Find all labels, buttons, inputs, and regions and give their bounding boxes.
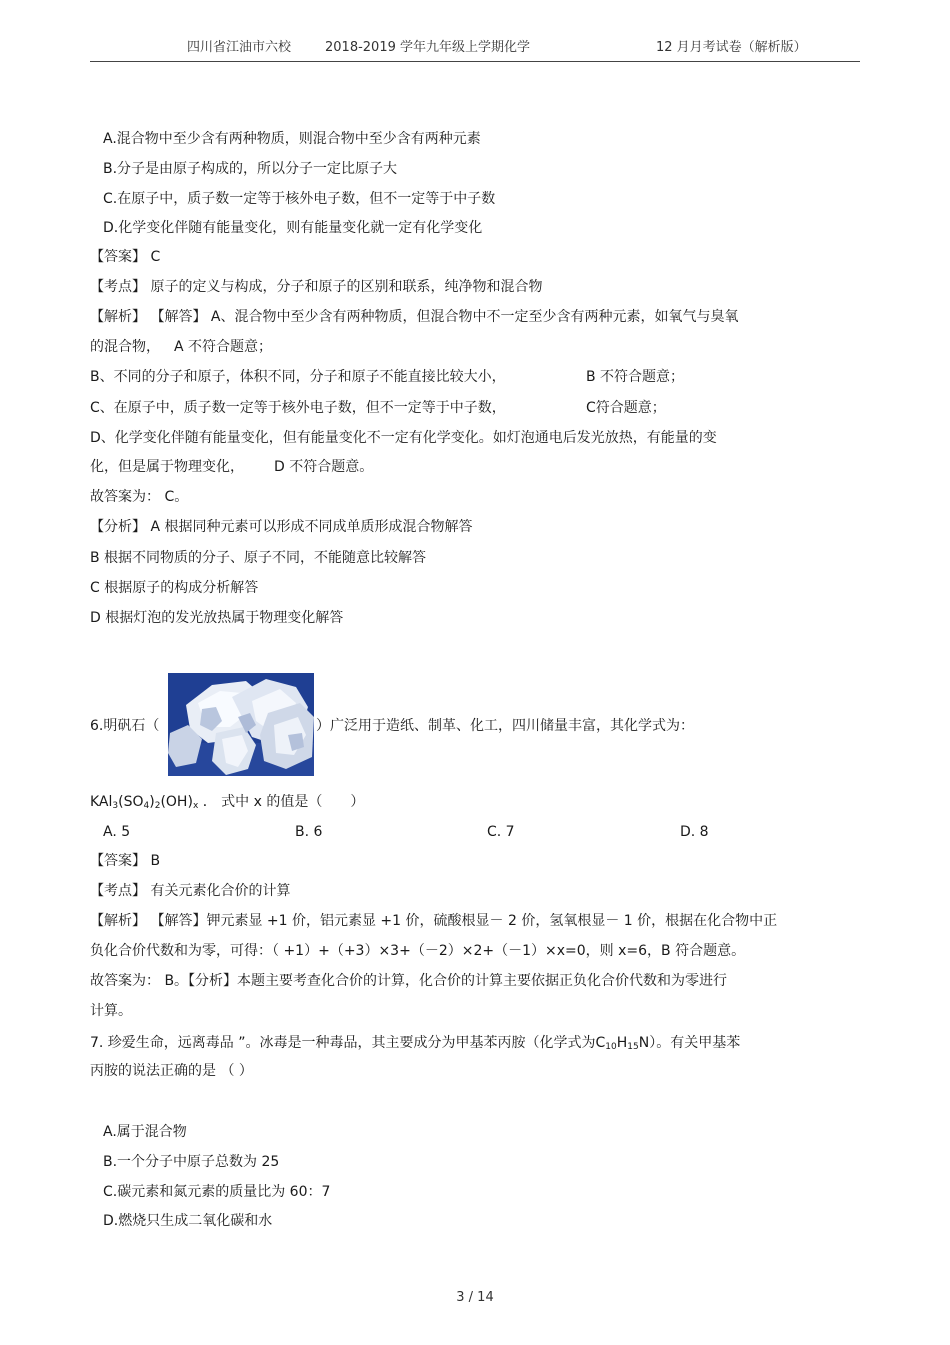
q5-jiexi-3a: B、不同的分子和原子，体积不同，分子和原子不能直接比较大小， bbox=[90, 369, 506, 385]
alunite-crystal-image bbox=[168, 673, 314, 776]
formula-oh: (OH) bbox=[160, 794, 193, 810]
q7-formula-sub-10: 10 bbox=[605, 1042, 617, 1052]
q7-option-d: D.燃烧只生成二氧化碳和水 bbox=[103, 1213, 273, 1229]
q6-formula bbox=[90, 793, 364, 815]
q7-option-b: B.一个分子中原子总数为 25 bbox=[103, 1154, 280, 1170]
formula-close: ) bbox=[149, 794, 155, 810]
q6-option-d: D. 8 bbox=[680, 824, 709, 840]
q5-kaodian: 【考点】 原子的定义与构成，分子和原子的区别和联系，纯净物和混合物 bbox=[90, 279, 543, 295]
formula-question: ． 式中 x 的值是（ ） bbox=[198, 794, 365, 810]
header-year-subject: 2018-2019 学年九年级上学期化学 bbox=[325, 40, 530, 55]
q6-jiexi-line-3: 故答案为： B。【分析】本题主要考查化合价的计算，化合价的计算主要依据正负化合价代数和为零进行 bbox=[90, 973, 728, 989]
q5-fenxi-c: C 根据原子的构成分析解答 bbox=[90, 580, 259, 596]
q5-jiexi-4a: C、在原子中，质子数一定等于核外电子数，但不一定等于中子数， bbox=[90, 400, 506, 416]
page-number: 3 / 14 bbox=[456, 1290, 494, 1305]
page-header bbox=[90, 36, 860, 62]
q5-jiexi-6b: D 不符合题意。 bbox=[274, 459, 374, 475]
q7-formula-h: H bbox=[616, 1035, 628, 1051]
q7-option-a: A.属于混合物 bbox=[103, 1124, 187, 1140]
formula-so: (SO bbox=[118, 794, 144, 810]
q6-option-b: B. 6 bbox=[295, 824, 323, 840]
q6-option-a: A. 5 bbox=[103, 824, 131, 840]
q6-jiexi-line-4: 计算。 bbox=[90, 1003, 132, 1019]
q7-formula-c: C bbox=[595, 1035, 606, 1051]
formula-sub-3: 3 bbox=[112, 801, 119, 811]
q6-answer: 【答案】 B bbox=[90, 853, 161, 869]
q6-jiexi-line-2: 负化合价代数和为零，可得：（ +1）+（+3）×3+（－2）×2+（－1）×x=0，则 x=6，B 符合题意。 bbox=[90, 943, 746, 959]
q7-formula-n: N）。有关甲基苯 bbox=[638, 1035, 741, 1051]
alunite-photo bbox=[168, 673, 314, 776]
q6-kaodian: 【考点】 有关元素化合价的计算 bbox=[90, 883, 291, 899]
header-school: 四川省江油市六校 bbox=[187, 40, 292, 55]
header-rule bbox=[90, 61, 860, 62]
q7-formula-sub-15: 15 bbox=[627, 1042, 639, 1052]
q7-option-c: C.碳元素和氮元素的质量比为 60：7 bbox=[103, 1184, 331, 1200]
q6-stem-prefix: 6.明矾石（ bbox=[90, 718, 160, 734]
q5-jiexi-4b: C符合题意； bbox=[586, 400, 666, 416]
q6-option-c: C. 7 bbox=[487, 824, 515, 840]
q5-jiexi-line-5: D、化学变化伴随有能量变化，但有能量变化不一定有化学变化。如灯泡通电后发光放热，有能量的变 bbox=[90, 430, 717, 446]
q5-jiexi-2a: 的混合物， bbox=[90, 339, 160, 355]
q7-stem-line-1 bbox=[90, 1034, 740, 1056]
q7-stem-text: 7. 珍爱生命，远离毒品 ”。冰毒是一种毒品，其主要成分为甲基苯丙胺（化学式为 bbox=[90, 1035, 596, 1051]
q5-answer: 【答案】 C bbox=[90, 249, 161, 265]
q5-jiexi-line-1: 【解析】 【解答】 A、混合物中至少含有两种物质，但混合物中不一定至少含有两种元素，如氧气与臭氧 bbox=[90, 309, 739, 325]
q5-jiexi-3b: B 不符合题意； bbox=[586, 369, 685, 385]
formula-kal: KAl bbox=[90, 794, 113, 810]
q5-option-b: B.分子是由原子构成的，所以分子一定比原子大 bbox=[103, 161, 398, 177]
q6-jiexi-line-1: 【解析】 【解答】钾元素显 +1 价，铝元素显 +1 价，硫酸根显－ 2 价，氢氧根显－ 1 价，根据在化合物中正 bbox=[90, 913, 778, 929]
q5-jiexi-6a: 化，但是属于物理变化， bbox=[90, 459, 244, 475]
q5-fenxi-b: B 根据不同物质的分子、原子不同，不能随意比较解答 bbox=[90, 550, 427, 566]
q5-jiexi-2b: A 不符合题意； bbox=[174, 339, 273, 355]
q6-stem-suffix: ）广泛用于造纸、制革、化工，四川储量丰富，其化学式为： bbox=[316, 718, 694, 734]
formula-sub-4: 4 bbox=[143, 801, 150, 811]
header-exam: 12 月月考试卷（解析版） bbox=[656, 40, 807, 55]
formula-sub-x: x bbox=[192, 801, 199, 811]
q5-option-d: D.化学变化伴随有能量变化，则有能量变化就一定有化学变化 bbox=[103, 220, 483, 236]
q5-fenxi-a: 【分析】 A 根据同种元素可以形成不同成单质形成混合物解答 bbox=[90, 519, 473, 535]
q5-final-answer: 故答案为： C。 bbox=[90, 489, 189, 505]
q5-option-c: C.在原子中，质子数一定等于核外电子数，但不一定等于中子数 bbox=[103, 191, 496, 207]
q7-stem-line-2: 丙胺的说法正确的是 （ ） bbox=[90, 1063, 253, 1079]
q5-fenxi-d: D 根据灯泡的发光放热属于物理变化解答 bbox=[90, 610, 344, 626]
formula-sub-2: 2 bbox=[154, 801, 161, 811]
q5-option-a: A.混合物中至少含有两种物质，则混合物中至少含有两种元素 bbox=[103, 131, 481, 147]
